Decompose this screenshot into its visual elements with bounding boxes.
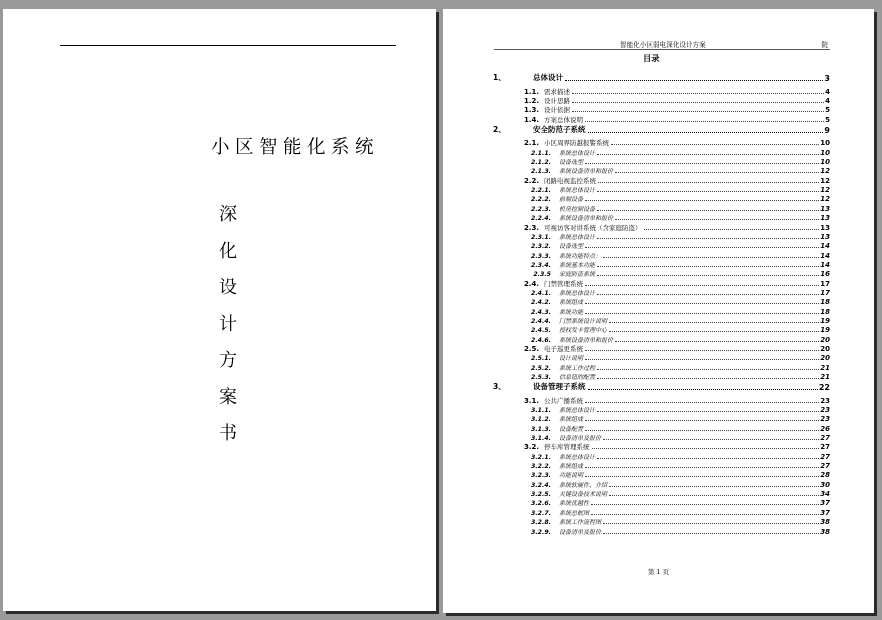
toc-entry-page: 27 (820, 443, 830, 452)
toc-entry-number: 2.2.3. (531, 205, 551, 213)
toc-entry-number: 3.1.1. (531, 407, 551, 415)
toc-entry[interactable] (491, 222, 830, 231)
toc-entry-title: 系统工作过程 (559, 364, 596, 372)
toc-entry[interactable] (491, 433, 830, 442)
toc-entry-number: 2.3.5 (533, 271, 551, 279)
toc-entry-number: 2.3. (523, 223, 539, 232)
toc-entry-number: 3.2.9. (531, 528, 551, 536)
toc-entry-number: 2.2.2. (531, 196, 551, 204)
toc-leader-dots (591, 514, 819, 515)
toc-entry-page: 20 (820, 335, 830, 344)
toc-entry-page: 13 (820, 204, 830, 213)
toc-entry-page: 18 (820, 298, 830, 307)
header-mark: 院 (821, 41, 828, 49)
toc-entry-page: 27 (820, 434, 830, 443)
toc-leader-dots (597, 238, 819, 239)
toc-leader-dots (603, 533, 819, 534)
toc-entry[interactable] (491, 147, 830, 156)
toc-entry-title: 信息钮的配置 (559, 374, 596, 381)
toc-leader-dots (597, 369, 819, 370)
toc-leader-dots (609, 495, 819, 496)
toc-entry-number: 2.3.2. (531, 243, 551, 251)
toc-entry[interactable] (491, 423, 830, 432)
toc-entry-page: 34 (820, 490, 830, 499)
toc-entry-number: 3.2.4. (531, 481, 551, 489)
toc-entry[interactable] (491, 372, 830, 381)
toc-entry-number: 2、 (493, 125, 506, 135)
toc-entry-page: 38 (820, 527, 830, 536)
cover-subtitle-char: 设 (219, 277, 237, 298)
toc-entry-page: 30 (820, 480, 830, 489)
toc-entry-page: 13 (820, 232, 830, 241)
toc-entry-title: 门禁系统设计说明 (559, 317, 608, 325)
toc-entry[interactable] (491, 138, 830, 147)
toc-leader-dots (565, 80, 823, 81)
toc-entry[interactable] (491, 334, 830, 343)
toc-entry-number: 2.4.5. (531, 327, 551, 335)
toc-entry[interactable] (491, 306, 830, 315)
toc-entry-number: 2.3.4. (531, 261, 551, 269)
toc-entry[interactable] (491, 288, 830, 297)
toc-entry[interactable] (491, 461, 830, 470)
toc-leader-dots (572, 111, 824, 112)
toc-entry-title: 设计依据 (544, 106, 570, 115)
toc-leader-dots (591, 504, 819, 505)
toc-entry-title: 系统组成 (559, 463, 584, 471)
toc-entry-page: 12 (820, 186, 830, 195)
toc-entry-number: 2.1.2. (531, 159, 551, 167)
toc-entry-page: 4 (825, 87, 830, 96)
toc-leader-dots (597, 458, 819, 459)
toc-entry-number: 2.4.2. (531, 299, 551, 307)
toc-leader-dots (609, 486, 819, 487)
toc-entry-page: 9 (824, 126, 830, 136)
toc-entry-title: 门禁管理系统 (544, 279, 583, 288)
toc-leader-dots (597, 266, 819, 267)
toc-leader-dots (585, 313, 819, 314)
toc-entry-title: 系统总体设计 (559, 453, 596, 461)
toc-entry[interactable] (491, 383, 830, 392)
toc-leader-dots (585, 163, 819, 164)
toc-leader-dots (585, 402, 819, 403)
toc-entry-page: 37 (820, 499, 830, 508)
toc-leader-dots (603, 523, 819, 524)
toc-entry-title: 可视访客对讲系统（含家庭防盗） (544, 223, 642, 232)
cover-subtitle-char: 化 (219, 240, 237, 262)
toc-leader-dots (585, 476, 819, 477)
toc-entry-number: 2.5.1. (531, 355, 551, 363)
toc-leader-dots (592, 448, 820, 449)
toc-entry[interactable] (491, 86, 830, 95)
toc-entry-page: 10 (820, 148, 830, 157)
toc-entry-number: 3.1.4. (531, 435, 551, 443)
toc-leader-dots (585, 420, 819, 421)
toc-entry-page: 12 (820, 167, 830, 176)
toc-entry-title: 设备选型 (559, 159, 584, 167)
toc-entry-page: 19 (820, 316, 830, 325)
cover-subtitle-char: 案 (219, 386, 237, 408)
toc-entry[interactable] (491, 232, 830, 241)
toc-entry-title: 系统总体设计 (559, 407, 596, 415)
toc-entry[interactable] (491, 442, 830, 451)
toc-leader-dots (598, 182, 819, 183)
toc-leader-dots (585, 200, 819, 201)
toc-leader-dots (609, 331, 819, 332)
toc-entry[interactable] (491, 203, 830, 212)
toc-entry-number: 2.2. (523, 176, 539, 185)
toc-leader-dots (597, 275, 819, 276)
toc-entry-title: 系统总框图 (559, 509, 590, 517)
toc-entry-number: 1.2. (523, 97, 539, 106)
toc-leader-dots (615, 341, 819, 342)
toc-entry-page: 3 (824, 74, 830, 84)
toc-entry[interactable] (491, 185, 830, 194)
toc-entry-page: 37 (820, 508, 830, 517)
toc-entry-page: 10 (820, 139, 830, 148)
toc-entry-number: 2.4.4. (531, 317, 551, 325)
toc-leader-dots (585, 430, 819, 431)
toc-entry-page: 27 (820, 462, 830, 471)
toc-entry-page: 27 (820, 452, 830, 461)
toc-entry-page: 23 (820, 406, 830, 415)
toc-entry-number: 2.5. (523, 344, 539, 353)
toc-leader-dots (597, 411, 819, 412)
toc-entry-page: 21 (820, 373, 830, 381)
toc-entry-number: 2.3.3. (531, 252, 551, 260)
toc-entry-page: 20 (820, 344, 830, 353)
toc-leader-dots (603, 439, 819, 440)
toc-leader-dots (609, 322, 819, 323)
toc-leader-dots (597, 294, 819, 295)
toc-entry-number: 3.2.3. (531, 472, 551, 480)
toc-entry-title: 系统优越性 (559, 500, 590, 508)
toc-leader-dots (585, 303, 819, 304)
toc-entry-number: 3.1. (523, 396, 539, 405)
toc-entry-title: 系统设备清单和报价 (559, 336, 614, 344)
toc-entry-number: 3.2.8. (531, 519, 551, 527)
toc-entry[interactable] (491, 157, 830, 166)
header-title: 智能化小区弱电深化设计方案 (620, 41, 706, 49)
toc-entry[interactable] (491, 114, 830, 123)
toc-entry-page: 20 (820, 354, 830, 363)
toc-entry[interactable] (491, 175, 830, 184)
toc-entry[interactable] (491, 362, 830, 371)
toc-entry[interactable] (491, 297, 830, 306)
toc-entry-page: 18 (820, 307, 830, 316)
toc-entry-page: 19 (820, 326, 830, 335)
toc-entry-title: 设计说明 (559, 355, 584, 363)
toc-entry-title: 系统组成 (559, 299, 584, 307)
toc-entry[interactable] (491, 96, 830, 105)
toc-entry-title: 设备选型 (559, 243, 584, 251)
toc-entry[interactable] (491, 498, 830, 507)
toc-entry-page: 26 (820, 424, 830, 433)
toc-entry[interactable] (491, 269, 830, 278)
toc-entry-title: 设备配置 (559, 425, 584, 433)
toc-entry[interactable] (491, 241, 830, 250)
toc-entry[interactable] (491, 395, 830, 404)
toc-heading: 目录 (643, 53, 660, 63)
toc-entry[interactable] (491, 353, 830, 362)
toc-entry[interactable] (491, 250, 830, 259)
toc-entry-title: 闭路电视监控系统 (544, 176, 596, 185)
toc-entry[interactable] (491, 194, 830, 203)
toc-entry-page: 5 (825, 106, 830, 115)
toc-entry-page: 16 (820, 270, 830, 279)
toc-entry-number: 2.4.6. (531, 336, 551, 344)
toc-list (491, 72, 830, 536)
toc-entry-title: 停车库管理系统 (544, 443, 590, 452)
toc-entry[interactable] (491, 517, 830, 526)
toc-entry-title: 系统基本功能 (559, 261, 596, 269)
toc-leader-dots (611, 144, 819, 145)
toc-leader-dots (585, 247, 819, 248)
toc-entry-page: 28 (820, 471, 830, 480)
toc-entry-title: 系统总体设计 (559, 289, 596, 297)
toc-entry-number: 1.1. (523, 87, 539, 96)
toc-leader-dots (585, 350, 819, 351)
toc-entry-title: 系统功能特点： (559, 252, 602, 260)
toc-entry-page: 38 (820, 518, 830, 527)
toc-entry[interactable] (491, 166, 830, 175)
toc-leader-dots (615, 219, 819, 220)
toc-entry-page: 10 (820, 158, 830, 167)
toc-entry-number: 3.2. (523, 443, 539, 452)
toc-entry[interactable] (491, 451, 830, 460)
toc-entry-page: 13 (820, 223, 830, 232)
toc-entry-number: 3.2.7. (531, 509, 551, 517)
toc-entry-number: 2.1.3. (531, 168, 551, 176)
toc-entry-number: 3.2.1. (531, 453, 551, 461)
cover-top-rule (60, 45, 396, 46)
toc-entry-title: 机房控制设备 (559, 205, 596, 213)
toc-entry-page: 14 (820, 251, 830, 260)
toc-entry-title: 系统总体设计 (559, 233, 596, 241)
toc-entry-page: 14 (820, 242, 830, 251)
toc-leader-dots (597, 191, 819, 192)
toc-entry-title: 安全防范子系统 (533, 125, 586, 135)
toc-entry[interactable] (491, 260, 830, 269)
cover-subtitle-char: 计 (219, 313, 237, 335)
toc-entry-title: 设计思路 (544, 97, 570, 106)
page-header (494, 38, 830, 50)
toc-entry-number: 2.4. (523, 279, 539, 288)
toc-entry-number: 3、 (493, 382, 506, 392)
cover-subtitle-vertical (217, 204, 239, 460)
page-footer: 第 1 页 (647, 568, 670, 576)
toc-entry-page: 17 (820, 279, 830, 288)
toc-entry-page: 12 (820, 176, 830, 185)
toc-leader-dots (597, 210, 819, 211)
toc-entry-title: 公共广播系统 (544, 396, 583, 405)
toc-entry-number: 3.2.5. (531, 491, 551, 499)
toc-entry[interactable] (491, 74, 830, 83)
toc-entry-number: 3.1.2. (531, 416, 551, 424)
toc-entry-page: 14 (820, 260, 830, 269)
toc-leader-dots (615, 172, 819, 173)
toc-entry-number: 2.4.3. (531, 308, 551, 316)
toc-page (443, 9, 874, 613)
toc-entry-title: 设备管理子系统 (533, 382, 586, 392)
cover-subtitle-char: 书 (219, 423, 237, 444)
toc-entry-number: 2.3.1. (531, 233, 551, 241)
toc-leader-dots (572, 102, 824, 103)
toc-entry-title: 系统功能 (559, 308, 584, 316)
toc-entry-number: 2.2.4. (531, 215, 551, 223)
toc-entry-title: 授权发卡管理中心 (559, 327, 608, 335)
toc-entry[interactable] (491, 405, 830, 414)
toc-entry[interactable] (491, 507, 830, 516)
toc-entry-title: 系统总体设计 (559, 187, 596, 195)
toc-leader-dots (585, 121, 824, 122)
cover-page (3, 9, 436, 611)
toc-entry[interactable] (491, 105, 830, 114)
toc-entry[interactable] (491, 526, 830, 535)
toc-entry-number: 3.1.3. (531, 425, 551, 433)
toc-entry-number: 3.2.6. (531, 500, 551, 508)
toc-entry[interactable] (491, 344, 830, 353)
toc-leader-dots (588, 132, 824, 133)
toc-entry-title: 设备清单及报价 (559, 528, 602, 536)
toc-entry-title: 方案总体说明 (544, 115, 583, 124)
toc-entry-number: 2.2.1. (531, 187, 551, 195)
toc-entry-title: 系统工作流程图 (559, 519, 602, 527)
toc-entry-title: 小区周界防越报警系统 (544, 139, 609, 148)
cover-subtitle-char: 深 (219, 204, 237, 225)
toc-entry[interactable] (491, 213, 830, 222)
toc-entry-title: 系统总体设计 (559, 149, 596, 157)
cover-subtitle-char: 方 (219, 350, 237, 371)
toc-entry-title: 电子巡更系统 (544, 344, 583, 353)
toc-leader-dots (644, 229, 820, 230)
toc-entry-page: 21 (820, 363, 830, 372)
toc-entry[interactable] (491, 414, 830, 423)
toc-entry[interactable] (491, 316, 830, 325)
toc-entry-page: 12 (820, 195, 830, 204)
toc-entry-number: 2.4.1. (531, 289, 551, 297)
toc-entry-title: 关键设备技术说明 (559, 491, 608, 499)
toc-leader-dots (572, 93, 824, 94)
toc-entry-number: 2.5.2. (531, 364, 551, 372)
toc-entry[interactable] (491, 489, 830, 498)
toc-entry-page: 23 (820, 396, 830, 405)
toc-leader-dots (585, 285, 819, 286)
toc-entry-title: 需求描述 (544, 87, 570, 96)
toc-entry[interactable] (491, 325, 830, 334)
toc-entry-title: 总体设计 (533, 73, 563, 83)
toc-entry-number: 1.3. (523, 106, 539, 115)
toc-entry-number: 2.5.3. (531, 374, 551, 381)
toc-entry-number: 1.4. (523, 115, 539, 124)
toc-entry-title: 系统设备清单和报价 (559, 215, 614, 223)
toc-leader-dots (585, 467, 819, 468)
toc-entry-page: 4 (825, 97, 830, 106)
toc-leader-dots (603, 257, 819, 258)
toc-entry[interactable] (491, 479, 830, 488)
toc-entry-page: 17 (820, 288, 830, 297)
toc-leader-dots (585, 359, 819, 360)
toc-entry-title: 系统软硬件、介绍 (559, 481, 608, 489)
toc-entry-title: 前端设备 (559, 196, 584, 204)
toc-leader-dots (588, 389, 818, 390)
toc-leader-dots (597, 154, 819, 155)
toc-entry[interactable] (491, 126, 830, 135)
toc-entry-number: 2.1.1. (531, 149, 551, 157)
toc-entry-page: 13 (820, 214, 830, 223)
toc-entry-title: 家庭防盗系统 (559, 271, 596, 279)
toc-entry[interactable] (491, 278, 830, 287)
toc-entry[interactable] (491, 470, 830, 479)
cover-title: 小区智能化系统 (210, 137, 379, 158)
toc-entry-title: 系统组成 (559, 416, 584, 424)
toc-entry-number: 3.2.2. (531, 463, 551, 471)
toc-entry-page: 5 (825, 115, 830, 124)
toc-entry-title: 系统设备清单和报价 (559, 168, 614, 176)
toc-entry-title: 设备清单及报价 (559, 435, 602, 443)
toc-entry-number: 2.1. (523, 139, 539, 148)
toc-entry-number: 1、 (493, 73, 506, 83)
toc-leader-dots (597, 378, 819, 379)
toc-entry-page: 23 (820, 415, 830, 424)
toc-entry-title: 功能说明 (559, 472, 584, 480)
toc-entry-page: 22 (818, 383, 830, 393)
